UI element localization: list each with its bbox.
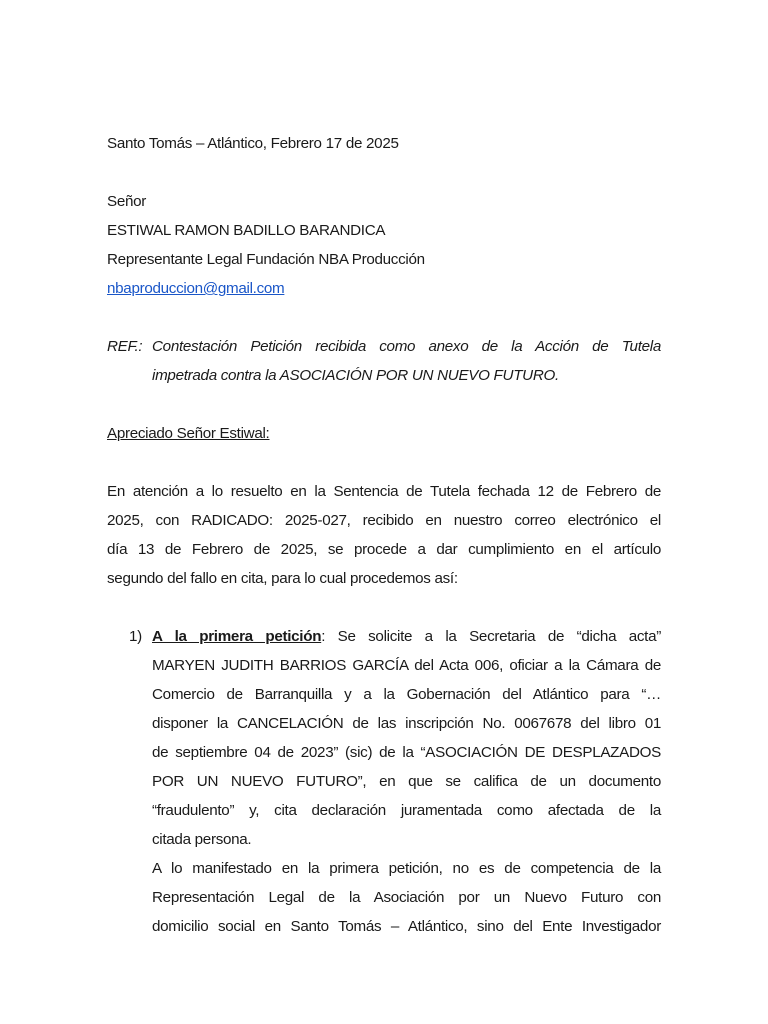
greeting: Apreciado Señor Estiwal: bbox=[107, 425, 270, 442]
petition-line: POR UN NUEVO FUTURO”, en que se califica de un documento bbox=[152, 773, 661, 790]
response-line: A lo manifestado en la primera petición, no es de competencia de la bbox=[152, 860, 661, 877]
response-line: domicilio social en Santo Tomás – Atlántico, sino del Ente Investigador bbox=[152, 918, 661, 935]
petition-first-line-text: : Se solicite a la Secretaria de “dicha acta” bbox=[321, 628, 662, 645]
recipient-salutation: Señor bbox=[107, 193, 147, 210]
petition-line: MARYEN JUDITH BARRIOS GARCÍA del Acta 006, oficiar a la Cámara de bbox=[152, 657, 661, 674]
reference-line: Contestación Petición recibida como anexo de la Acción de Tutela bbox=[152, 338, 661, 355]
reference-label: REF.: bbox=[107, 338, 143, 355]
intro-line: segundo del fallo en cita, para lo cual procedemos así: bbox=[107, 570, 458, 587]
reference-line: impetrada contra la ASOCIACIÓN POR UN NUEVO FUTURO. bbox=[152, 367, 559, 384]
petition-line: disponer la CANCELACIÓN de las inscripción No. 0067678 del libro 01 bbox=[152, 715, 661, 732]
petition-line bbox=[152, 622, 661, 651]
petition-line: “fraudulento” y, cita declaración juramentada como afectada de la bbox=[152, 802, 661, 819]
recipient-name: ESTIWAL RAMON BADILLO BARANDICA bbox=[107, 222, 386, 239]
petition-item bbox=[107, 622, 661, 941]
intro-paragraph bbox=[107, 477, 661, 593]
petition-heading: A la primera petición bbox=[152, 628, 322, 645]
intro-line: En atención a lo resuelto en la Sentencia de Tutela fechada 12 de Febrero de bbox=[107, 483, 661, 500]
recipient-email-link[interactable]: nbaproduccion@gmail.com bbox=[107, 280, 285, 297]
petition-line: citada persona. bbox=[152, 831, 252, 848]
reference-block bbox=[107, 332, 661, 390]
petition-number: 1) bbox=[129, 628, 142, 645]
letter-page bbox=[107, 129, 661, 941]
petition-line: Comercio de Barranquilla y a la Gobernación del Atlántico para “… bbox=[152, 686, 661, 703]
recipient-title: Representante Legal Fundación NBA Producción bbox=[107, 251, 425, 268]
response-line: Representación Legal de la Asociación por un Nuevo Futuro con bbox=[152, 889, 661, 906]
intro-line: 2025, con RADICADO: 2025-027, recibido en nuestro correo electrónico el bbox=[107, 512, 661, 529]
intro-line: día 13 de Febrero de 2025, se procede a dar cumplimiento en el artículo bbox=[107, 541, 661, 558]
petition-line: de septiembre 04 de 2023” (sic) de la “ASOCIACIÓN DE DESPLAZADOS bbox=[152, 744, 661, 761]
place-date: Santo Tomás – Atlántico, Febrero 17 de 2025 bbox=[107, 135, 399, 152]
